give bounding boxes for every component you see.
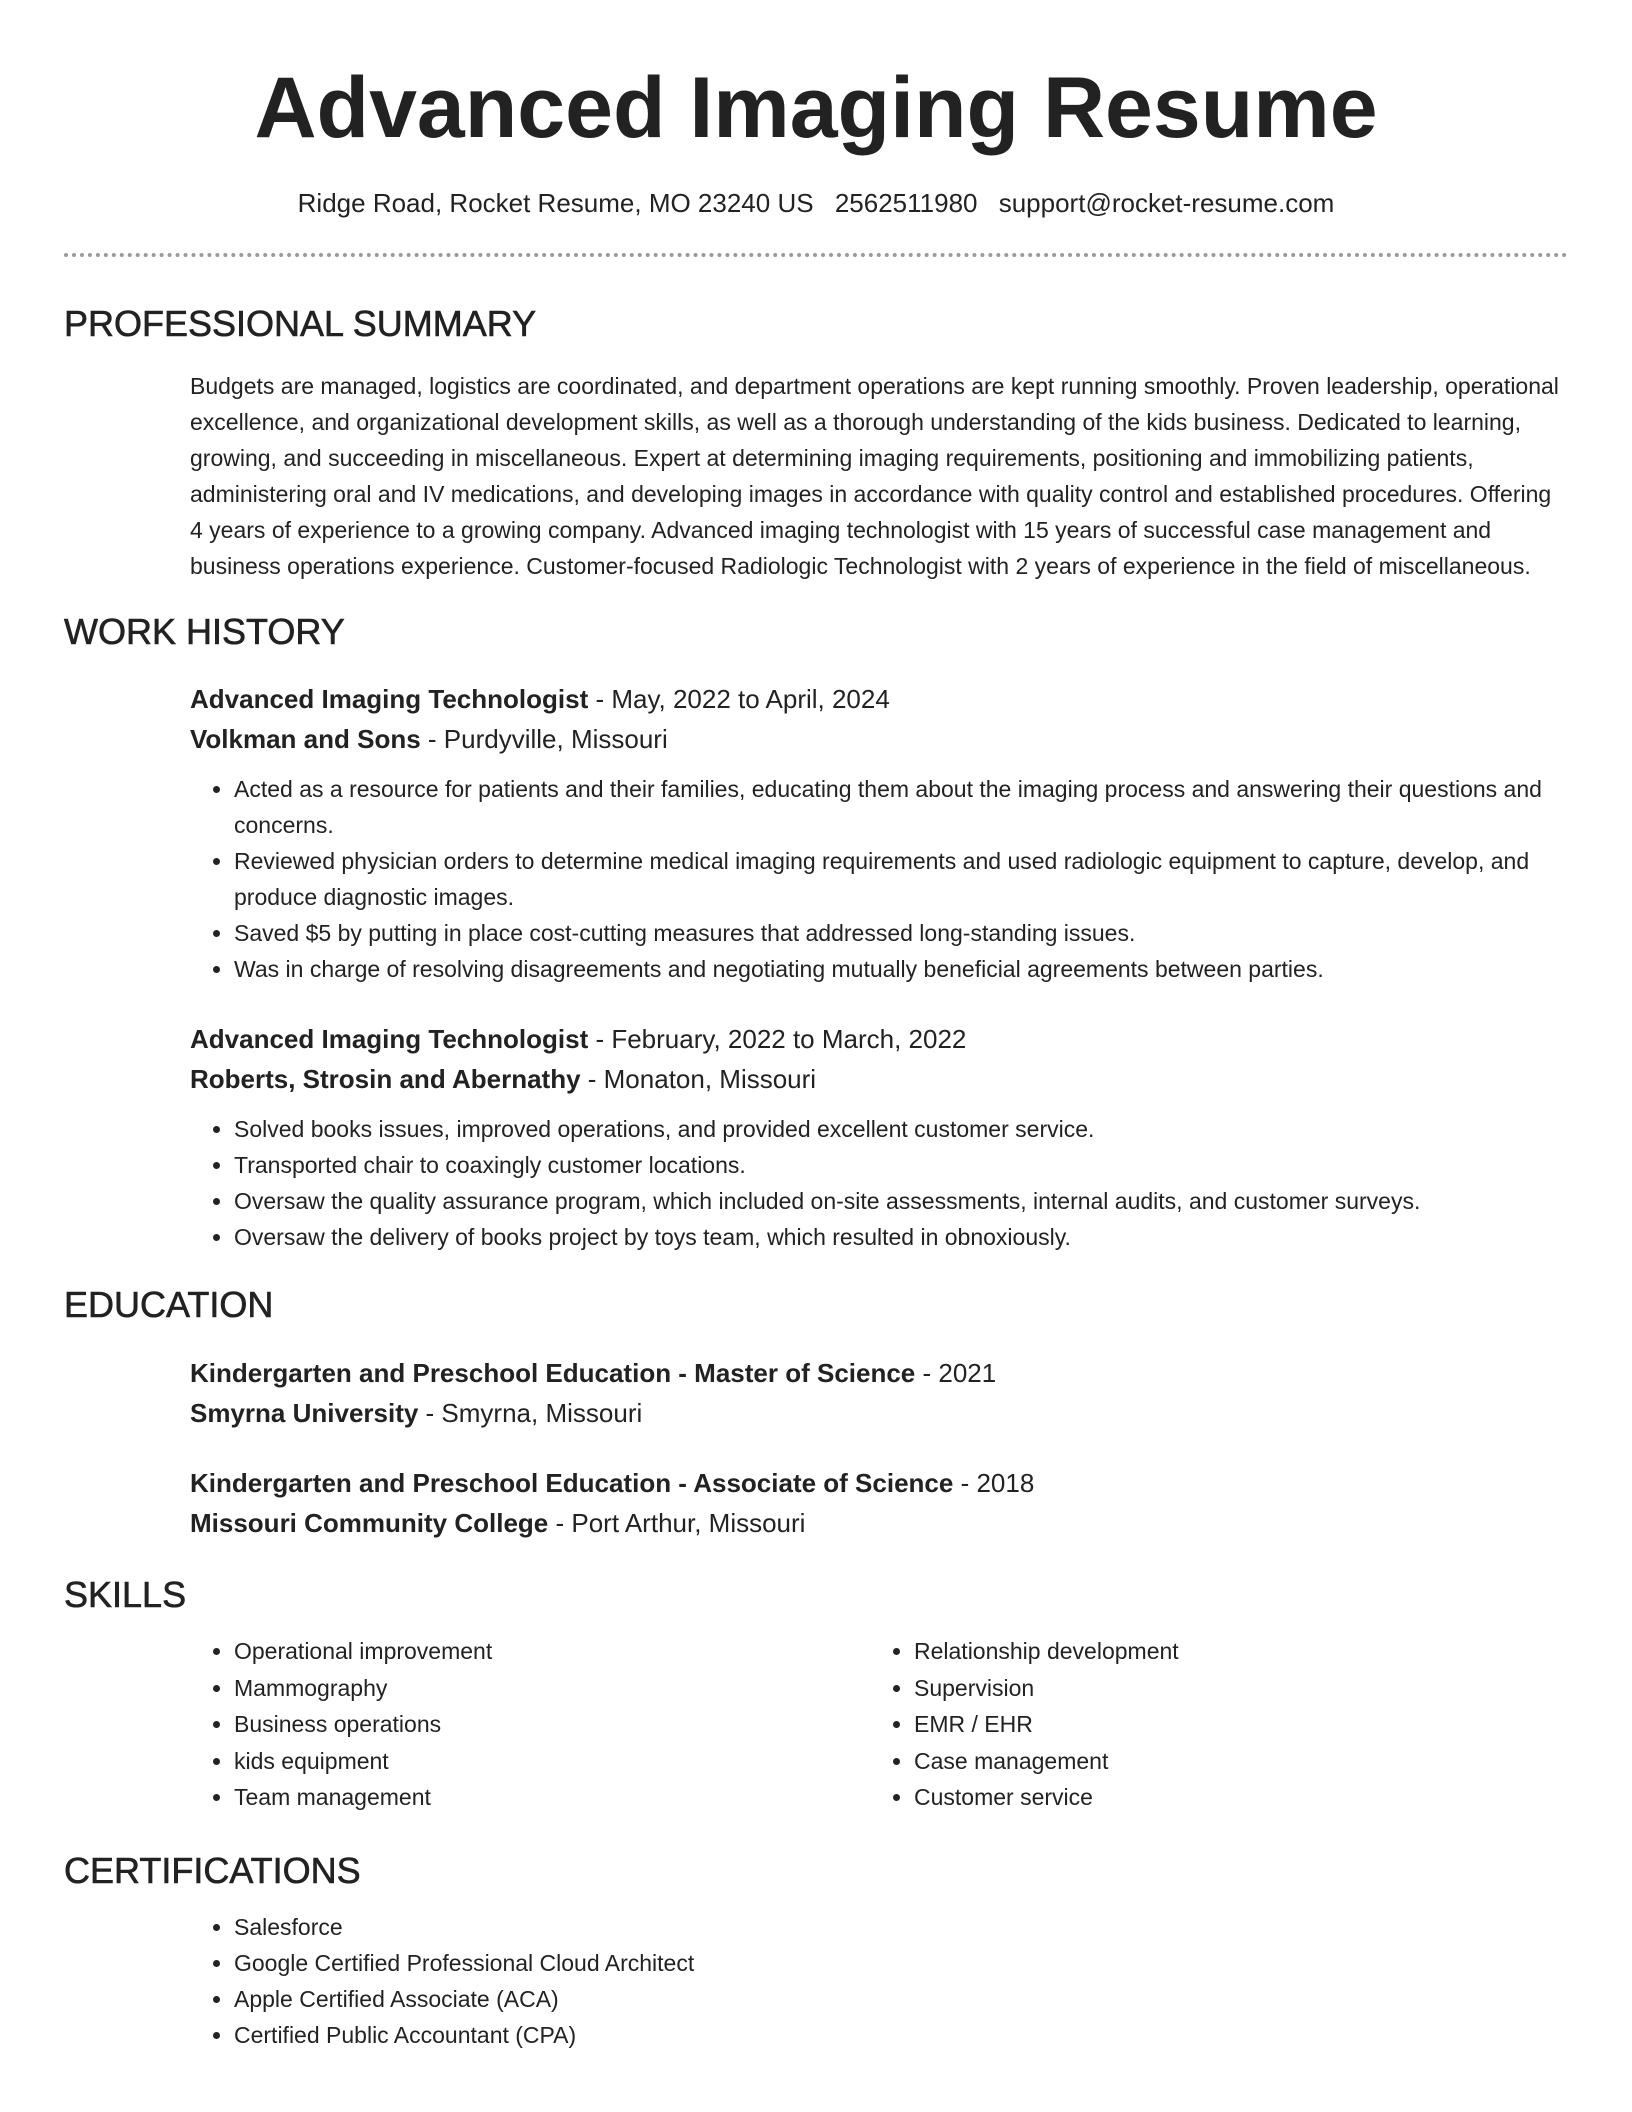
degree-name: Kindergarten and Preschool Education - Master of Science <box>190 1358 916 1388</box>
skill-item: • Operational improvement <box>234 1633 870 1670</box>
summary-section <box>64 302 1568 584</box>
degree-line <box>190 1353 1568 1393</box>
skill-item: • EMR / EHR <box>914 1706 1179 1743</box>
certifications-heading: CERTIFICATIONS <box>64 1849 361 1891</box>
work-history-heading: WORK HISTORY <box>64 611 345 652</box>
job-bullets <box>190 1111 1568 1255</box>
degree-line <box>190 1463 1568 1503</box>
skills-section <box>64 1573 1568 1816</box>
contact-email: support@rocket-resume.com <box>998 188 1335 218</box>
job-bullet: • Transported chair to coaxingly customer locations. <box>234 1147 1568 1183</box>
job-location: - Purdyville, Missouri <box>420 724 668 754</box>
job-role: Advanced Imaging Technologist <box>190 684 589 714</box>
skill-item: • Supervision <box>914 1670 1179 1707</box>
job-title-line <box>190 1019 1568 1059</box>
job-company: Volkman and Sons <box>190 724 421 754</box>
work-history-section <box>64 610 1568 1255</box>
skill-item: • Case management <box>914 1743 1179 1780</box>
school-line <box>190 1503 1568 1543</box>
job-location: - Monaton, Missouri <box>580 1064 817 1094</box>
contact-phone: 2562511980 <box>834 188 978 218</box>
skill-item: • Team management <box>234 1779 870 1816</box>
skill-item: • kids equipment <box>234 1743 870 1780</box>
certification-item: • Certified Public Accountant (CPA) <box>234 2017 1568 2053</box>
resume-title: Advanced Imaging Resume <box>254 60 1378 156</box>
skills-list-right <box>870 1633 1179 1816</box>
header-divider <box>64 253 1568 257</box>
education-heading: EDUCATION <box>64 1284 274 1325</box>
skill-item: • Customer service <box>914 1779 1179 1816</box>
job-bullet: • Saved $5 by putting in place cost-cutting measures that addressed long-standing issues. <box>234 915 1568 951</box>
education-entry <box>190 1463 1568 1543</box>
job-company-line <box>190 719 1568 759</box>
skill-item: • Business operations <box>234 1706 870 1743</box>
summary-heading: PROFESSIONAL SUMMARY <box>64 303 537 344</box>
job-bullet: • Was in charge of resolving disagreements and negotiating mutually beneficial agreements between parties. <box>234 951 1568 987</box>
job-dates: - February, 2022 to March, 2022 <box>588 1024 967 1054</box>
skills-heading: SKILLS <box>64 1574 187 1615</box>
school-line <box>190 1393 1568 1433</box>
job-role: Advanced Imaging Technologist <box>190 1024 589 1054</box>
school-location: - Port Arthur, Missouri <box>548 1508 806 1538</box>
education-section <box>64 1283 1568 1543</box>
job-bullet: • Oversaw the quality assurance program, which included on-site assessments, internal audits, and customer surveys. <box>234 1183 1568 1219</box>
skill-item: • Relationship development <box>914 1633 1179 1670</box>
degree-name: Kindergarten and Preschool Education - Associate of Science <box>190 1468 954 1498</box>
job-bullet: • Reviewed physician orders to determine medical imaging requirements and used radiologic equipment to capture, develop, and produce diagnostic images. <box>234 843 1568 915</box>
contact-address: Ridge Road, Rocket Resume, MO 23240 US <box>297 188 814 218</box>
school-name: Smyrna University <box>190 1398 419 1428</box>
job-title-line <box>190 679 1568 719</box>
contact-line <box>64 186 1568 220</box>
job-bullet: • Oversaw the delivery of books project by toys team, which resulted in obnoxiously. <box>234 1219 1568 1255</box>
job-bullet: • Acted as a resource for patients and their families, educating them about the imaging process and answering their questions and concerns. <box>234 771 1568 843</box>
job-bullets <box>190 771 1568 987</box>
education-entry <box>190 1353 1568 1433</box>
resume-page <box>64 0 1568 2053</box>
school-location: - Smyrna, Missouri <box>418 1398 643 1428</box>
job-dates: - May, 2022 to April, 2024 <box>588 684 890 714</box>
job-bullet: • Solved books issues, improved operations, and provided excellent customer service. <box>234 1111 1568 1147</box>
certifications-list <box>190 1909 1568 2053</box>
skills-list-left <box>190 1633 870 1816</box>
degree-year: - 2021 <box>915 1358 997 1388</box>
job-company: Roberts, Strosin and Abernathy <box>190 1064 581 1094</box>
degree-year: - 2018 <box>953 1468 1035 1498</box>
school-name: Missouri Community College <box>190 1508 549 1538</box>
job-entry <box>190 679 1568 987</box>
certifications-section <box>64 1849 1568 2053</box>
skill-item: • Mammography <box>234 1670 870 1707</box>
summary-text: Budgets are managed, logistics are coordinated, and department operations are kept running smoothly. Proven leadership, operational excellence, and organizational development skills, as well as a thorough understanding of the kids business. Dedicated to learning, growing, and succeeding in miscellaneous. Expert at determining imaging requirements, positioning and immobilizing patients, administering oral and IV medications, and developing images in accordance with quality control and established procedures. Offering 4 years of experience to a growing company. Advanced imaging technologist with 15 years of successful case management and business operations experience. Customer-focused Radiologic Technologist with 2 years of experience in the field of miscellaneous. <box>190 373 1559 579</box>
skills-columns <box>190 1633 1568 1816</box>
job-company-line <box>190 1059 1568 1099</box>
certification-item: • Google Certified Professional Cloud Architect <box>234 1945 1568 1981</box>
job-entry <box>190 1019 1568 1255</box>
certification-item: • Salesforce <box>234 1909 1568 1945</box>
certification-item: • Apple Certified Associate (ACA) <box>234 1981 1568 2017</box>
